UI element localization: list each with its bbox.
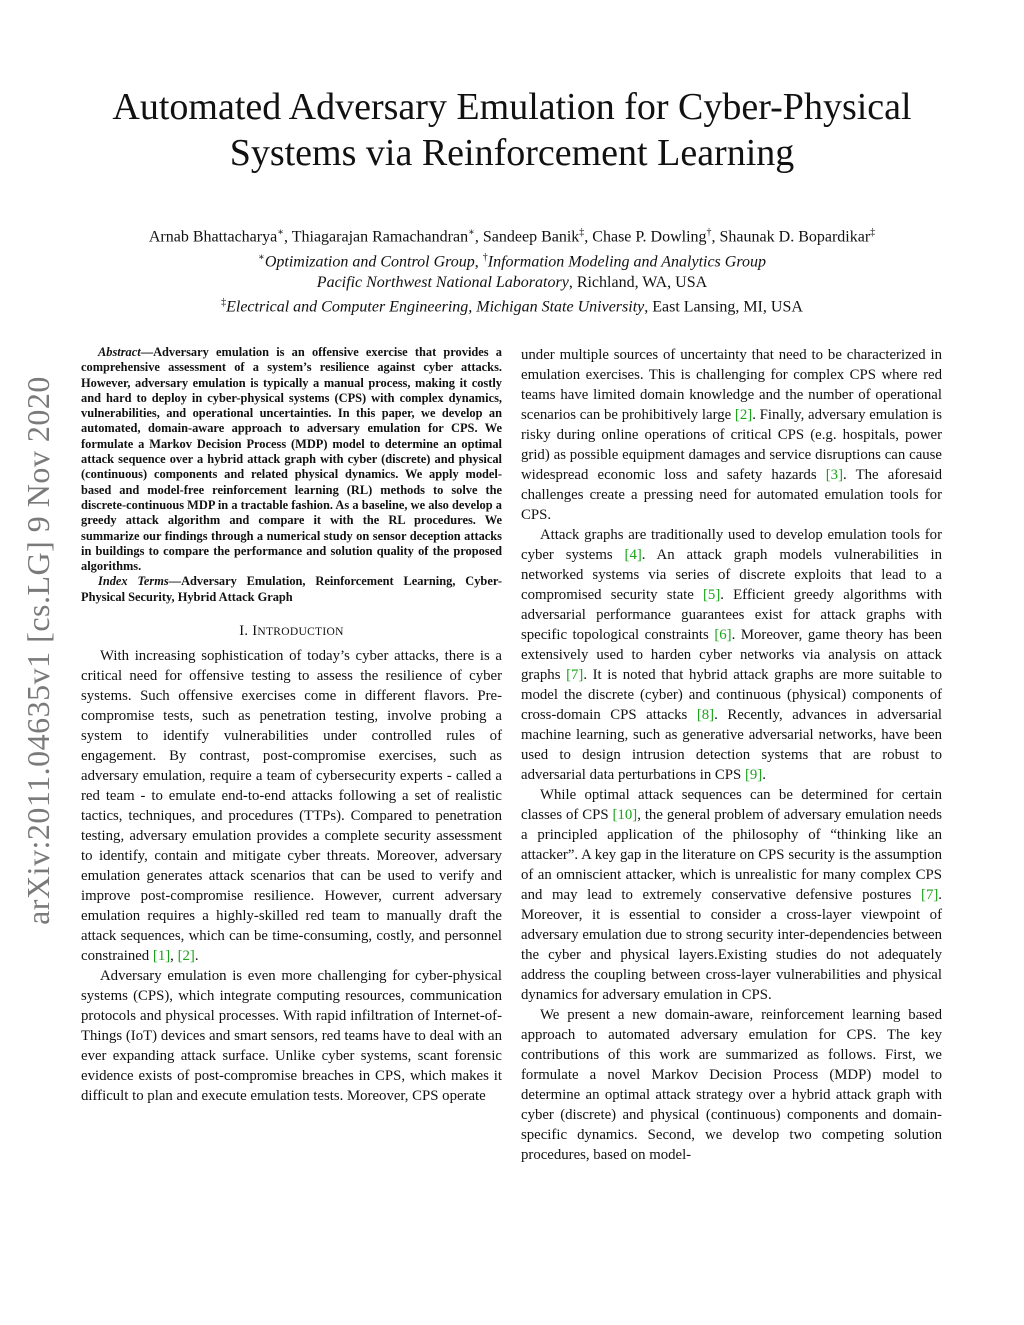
author-name: , Thiagarajan Ramachandran bbox=[284, 228, 469, 246]
paragraph-text: , bbox=[170, 948, 178, 965]
citation-link[interactable]: [10] bbox=[612, 807, 638, 823]
paragraph-text: . Moreover, game theory has been extensively used to harden cyber networks via analysis on attack graphs bbox=[521, 627, 942, 683]
right-column bbox=[521, 345, 942, 1165]
paragraph bbox=[81, 966, 502, 1106]
paragraph-text: . Efficient greedy algorithms with adversarial performance guarantees exist for attack graphs with specific topological constraints bbox=[521, 587, 942, 643]
section-numeral: I. bbox=[239, 623, 253, 640]
affiliation-dept: Electrical and Computer Engineering, Michigan State University bbox=[226, 298, 645, 316]
citation-link[interactable]: [5] bbox=[703, 587, 721, 603]
affiliation-separator: , bbox=[474, 253, 483, 271]
paragraph-text: . It is noted that hybrid attack graphs are more suitable to model the discrete (cyber) and continuous (physical) components of cross-domain CPS attacks bbox=[521, 667, 943, 723]
affiliation-lab: Pacific Northwest National Laboratory bbox=[316, 273, 569, 291]
section-title-rest: NTRODUCTION bbox=[257, 626, 344, 639]
affiliation-mark: ‡ bbox=[221, 297, 227, 309]
author-mark: ‡ bbox=[579, 227, 585, 238]
body-text-right bbox=[521, 345, 942, 1165]
author-mark: ∗ bbox=[277, 227, 285, 238]
paragraph-text: We present a new domain-aware, reinforcement learning based approach to automated adversary emulation for CPS. The key contributions of this work are summarized as follows. First, we formulate a novel Markov Decision Process (MDP) model to determine an optimal attack strategy over a hybrid attack graph with cyber (discrete) and physical (continuous) components and domain-specific dynamics. Second, we develop two competing solution procedures, based on model- bbox=[521, 1007, 942, 1163]
arxiv-id: arXiv:2011.04635v1 [cs.LG] 9 Nov 2020 bbox=[19, 375, 56, 925]
paragraph-text: . bbox=[762, 767, 766, 783]
arxiv-stamp bbox=[8, 330, 68, 970]
author-name: , Sandeep Banik bbox=[474, 228, 580, 246]
paragraph-text: . Recently, advances in adversarial machine learning, such as generative adversarial networks, have been used to design intrusion detection systems that are robust to adversarial data perturbations in CPS bbox=[521, 707, 943, 783]
paragraph bbox=[521, 785, 942, 1005]
title-line-2: Systems via Reinforcement Learning bbox=[229, 132, 795, 174]
paragraph-text: under multiple sources of uncertainty that need to be characterized in emulation exercises. This is challenging for complex CPS where red teams have limited domain knowledge and the number of operational scenarios can be prohibitively large bbox=[521, 347, 942, 423]
abstract-paragraph bbox=[81, 345, 502, 574]
paragraph-text: . Moreover, it is essential to consider a cross-layer viewpoint of adversary emulation due to strong security inter-dependencies between the cyber and physical layers.Existing studies do not adequately address the coupling between cross-layer vulnerabilities and physical dynamics for adversary emulation in CPS. bbox=[521, 887, 942, 1003]
author-block bbox=[40, 223, 984, 318]
affiliation-line-1 bbox=[40, 248, 984, 273]
paragraph-text: While optimal attack sequences can be determined for certain classes of CPS bbox=[521, 787, 942, 823]
citation-link[interactable]: [2] bbox=[177, 948, 195, 965]
affiliation-line-2 bbox=[40, 273, 984, 294]
author-name: Arnab Bhattacharya bbox=[148, 228, 278, 246]
author-mark: ‡ bbox=[870, 227, 876, 238]
affiliation-mark: † bbox=[482, 251, 488, 263]
affiliation-location: , East Lansing, MI, USA bbox=[644, 298, 803, 316]
paragraph-text: . Finally, adversary emulation is risky during online operations of critical CPS (e.g. hospitals, power grid) as possible equipment damages and service disruptions can cause widespread economic loss and safety hazards bbox=[521, 407, 942, 483]
body-text-left bbox=[81, 646, 502, 1106]
author-mark: † bbox=[706, 227, 712, 238]
affiliation-mark: ∗ bbox=[258, 251, 265, 263]
author-name: , Chase P. Dowling bbox=[584, 228, 707, 246]
citation-link[interactable]: [8] bbox=[696, 707, 715, 723]
abstract-text: —Adversary emulation is an offensive exercise that provides a comprehensive assessment of a system’s resilience against cyber attacks. However, adversary emulation is typically a manual process, making it costly and hard to deploy in cyber-physical systems (CPS) with complex dynamics, vulnerabilities, and operational uncertainties. In this paper, we develop an automated, domain-aware approach to adversary emulation for CPS. We formulate a Markov Decision Process (MDP) model to determine an optimal attack sequence over a hybrid attack graph with cyber (discrete) and physical (continuous) components and related physical dynamics. We apply model-based and model-free reinforcement learning (RL) methods to solve the discrete-continuous MDP in a tractable fashion. As a baseline, we also develop a greedy attack algorithm and compare it with the RL procedures. We summarize our findings through a numerical study on sensor deception attacks in buildings to compare the performance and solution quality of the proposed algorithms. bbox=[81, 345, 502, 574]
paragraph-text: . bbox=[194, 948, 199, 965]
index-terms bbox=[81, 574, 502, 605]
abstract-label: Abstract bbox=[98, 345, 141, 359]
paragraph bbox=[521, 525, 942, 785]
citation-link[interactable]: [9] bbox=[744, 767, 763, 783]
affiliation-line-3 bbox=[40, 293, 984, 318]
author-name: , Shaunak D. Bopardikar bbox=[711, 228, 871, 246]
citation-link[interactable]: [3] bbox=[825, 467, 844, 483]
author-list bbox=[40, 223, 984, 248]
paragraph-text: Adversary emulation is even more challenging for cyber-physical systems (CPS), which integrate computing resources, communication protocols and physical processes. With rapid infiltration of Internet-of-Things (IoT) devices and smart sensors, red teams have to deal with an ever expanding attack surface. Unlike cyber systems, scant forensic evidence exists of post-compromise breaches in CPS, which makes it difficult to plan and execute emulation tests. Moreover, CPS operate bbox=[81, 968, 502, 1105]
paper-title bbox=[60, 84, 964, 176]
paragraph-text: Attack graphs are traditionally used to develop emulation tools for cyber systems bbox=[521, 527, 942, 563]
paragraph-text: , the general problem of adversary emulation needs a principled application of the philosophy of “thinking like an attacker”. A key gap in the literature on CPS security is the assumption of an omniscient attacker, which is unrealistic for many complex CPS and may lead to extremely conservative defensive postures bbox=[521, 807, 942, 903]
abstract bbox=[81, 345, 502, 605]
index-terms-label: Index Terms bbox=[98, 574, 169, 589]
citation-link[interactable]: [7] bbox=[921, 887, 939, 903]
title-line-1: Automated Adversary Emulation for Cyber-Physical bbox=[112, 86, 912, 128]
paragraph-text: . An attack graph models vulnerabilities in networked systems via series of discrete exploits that lead to a compromised security state bbox=[521, 547, 943, 603]
affiliation-group: Optimization and Control Group bbox=[264, 253, 475, 271]
citation-link[interactable]: [7] bbox=[566, 667, 584, 683]
author-mark: ∗ bbox=[468, 227, 475, 238]
paragraph bbox=[521, 345, 942, 525]
paragraph bbox=[81, 646, 502, 966]
citation-link[interactable]: [4] bbox=[624, 547, 642, 563]
left-column bbox=[81, 345, 502, 1106]
paragraph bbox=[521, 1005, 942, 1165]
section-first-letter: I bbox=[252, 623, 258, 640]
index-terms-text: —Adversary Emulation, Reinforcement Learning, Cyber-Physical Security, Hybrid Attack Graph bbox=[81, 574, 502, 604]
affiliation-group: Information Modeling and Analytics Group bbox=[487, 253, 766, 271]
affiliation-location: , Richland, WA, USA bbox=[568, 273, 708, 291]
paragraph-text: With increasing sophistication of today’s cyber attacks, there is a critical need for offensive testing to assess the resilience of cyber systems. Such offensive exercises come in different flavors. Pre-compromise tests, such as penetration testing, involve probing a system to identify vulnerabilities under controlled rules of engagement. By contrast, post-compromise exercises, such as adversary emulation, require a team of cybersecurity experts - called a red team - to emulate end-to-end attacks following a set of realistic tactics, techniques, and procedures (TTPs). Compared to penetration testing, adversary emulation provides a complete security assessment to identify, contain and mitigate cyber threats. Moreover, adversary emulation generates attack scenarios that can be used to verify and improve post-compromise resilience. However, current adversary emulation requires a highly-skilled red team to manually draft the attack sequences, which can be time-consuming, costly, and personnel constrained bbox=[81, 648, 502, 965]
section-heading bbox=[81, 623, 502, 640]
citation-link[interactable]: [1] bbox=[152, 948, 171, 965]
paragraph-text: . The aforesaid challenges create a pressing need for automated emulation tools for CPS. bbox=[521, 467, 942, 523]
citation-link[interactable]: [6] bbox=[714, 627, 732, 643]
citation-link[interactable]: [2] bbox=[734, 407, 753, 423]
